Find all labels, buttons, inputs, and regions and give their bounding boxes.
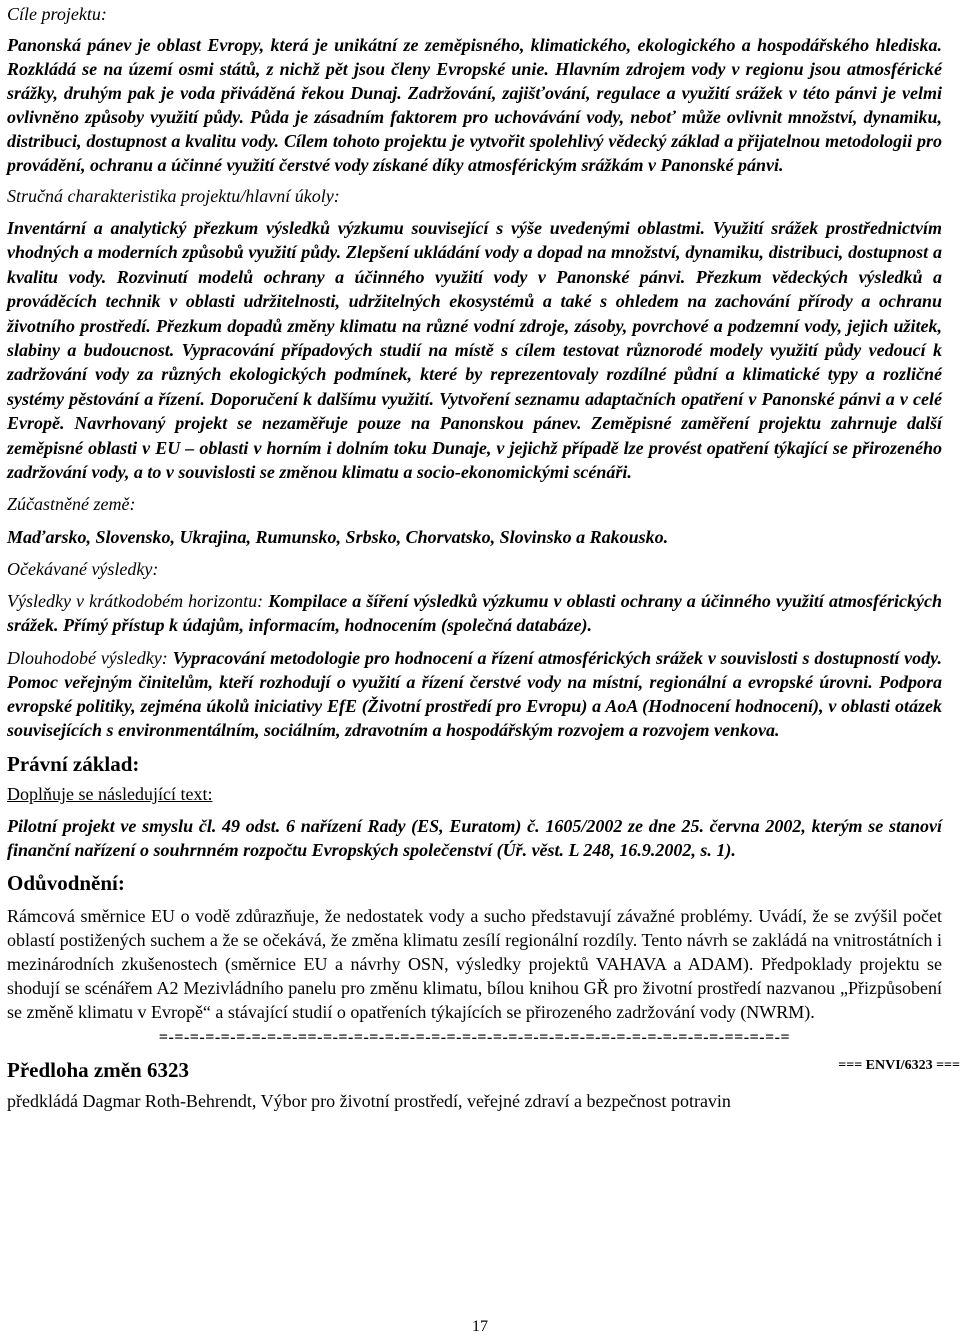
kratkodobe-label: Výsledky v krátkodobém horizontu:: [7, 591, 264, 612]
amendment-title: Předloha změn 6323: [7, 1058, 189, 1083]
dlouhodobe-label: Dlouhodobé výsledky:: [7, 648, 168, 669]
pravni-heading: Právní základ:: [7, 752, 140, 777]
strucna-text: Inventární a analytický přezkum výsledků výzkumu související s výše uvedenými oblastmi. Využití srážek prostřednictvím vhodných a moderních způsobů využití půdy. Zlepšení ukládání vody a dopad na množství, dynamiku, distribuci, dostupnost a kvalitu vody. Rozvinutí modelů ochrany a účinného využití vody v Panonské pánvi. Přezkum vědeckých výsledků a prováděcích technik v oblasti udržitelnosti, udržitelných ekosystémů a také s ohledem na zachování přírody a ochranu životního prostředí. Přezkum dopadů změny klimatu na různé vodní zdroje, zásoby, povrchové a podzemní vody, jejich užitek, slabiny a budoucnost. Vypracování případových studií na místě s cílem testovat různorodé modely využití půdy vedoucí k zadržování vody za různých ekologických podmínek, které by reprezentovaly rozdílné půdní a klimatické typy a rozličné systémy pěstování a řízení. Doporučení k dalšímu využití. Vytvoření seznamu adaptačních opatření v Panonské pánvi a v celé Evropě. Navrhovaný projekt se nezaměřuje pouze na Panonskou pánev. Zeměpisné zaměření projektu zahrnuje další zeměpisné oblasti v EU – oblasti v horním i dolním toku Dunaje, v jejichž případě lze provést opatření týkající se přirozeného zadržování vody, a to v souvislosti se změnou klimatu a socio-ekonomickými scénáři.: [7, 218, 942, 483]
doplnuje-text: Doplňuje se následující text:: [7, 784, 213, 805]
separator-line: =-=-=-=-=-=-=-=-=-==-=-=-=-=-=-=-=-=-=-=-=-=-=-=-=-=-=-=-=-=-=-=-=-=-=-=-==-=-=-=: [158, 1029, 791, 1047]
oduvodneni-heading: Odůvodnění:: [7, 871, 125, 896]
dlouhodobe-paragraph: [7, 646, 942, 742]
dlouhodobe-text: Vypracování metodologie pro hodnocení a řízení atmosférických srážek v souvislosti s dostupností vody. Pomoc veřejným činitelům, kteří rozhodují o využití a řízení čerstvé vody na místní, regionální a evropské úrovni. Podpora evropské politiky, zejména úkolů iniciativy EfE (Životní prostředí pro Evropu) a AoA (Hodnocení hodnocení), v oblasti otázek souvisejících s environmentálním, sociálním, zdravotním a hospodářským rozvojem a rozvojem venkova.: [7, 648, 942, 741]
pravni-text: Pilotní projekt ve smyslu čl. 49 odst. 6 nařízení Rady (ES, Euratom) č. 1605/2002 ze dne 25. června 2002, kterým se stanoví finanční nařízení o souhrnném rozpočtu Evropských společenství (Úř. věst. L 248, 16.9.2002, s. 1).: [7, 816, 942, 861]
amendment-footer: [7, 1054, 960, 1083]
cile-heading: Cíle projektu:: [7, 4, 107, 24]
zucastnene-text: Maďarsko, Slovensko, Ukrajina, Rumunsko, Srbsko, Chorvatsko, Slovinsko a Rakousko.: [7, 527, 669, 548]
kratkodobe-text: Kompilace a šíření výsledků výzkumu v oblasti ochrany a účinného využití atmosférických srážek. Přímý přístup k údajům, informacím, hodnocením (společná databáze).: [7, 591, 942, 636]
zucastnene-heading: Zúčastněné země:: [7, 494, 136, 515]
oduvodneni-text: Rámcová směrnice EU o vodě zdůrazňuje, že nedostatek vody a sucho představují závažné problémy. Uvádí, že se zvýšil počet oblastí postižených suchem a že se očekává, že změna klimatu zesílí regionální rozdíly. Tento návrh se zakládá na vnitrostátních i mezinárodních zkušenostech (směrnice EU a návrhy OSN, výsledky projektů VAHAVA a ADAM). Předpoklady projektu se shodují se scénářem A2 Mezivládního panelu pro změnu klimatu, bílou knihou GŘ pro životní prostředí nazvanou „Přizpůsobení se změně klimatu v Evropě“ a stávající studií o opatřeních týkajících se přirozeného zadržování vody (NWRM).: [7, 906, 942, 1023]
ocekavane-heading: Očekávané výsledky:: [7, 559, 159, 580]
kratkodobe-paragraph: [7, 589, 942, 637]
page-number: 17: [472, 1318, 488, 1335]
cile-text: Panonská pánev je oblast Evropy, která je unikátní ze zeměpisného, klimatického, ekologického a hospodářského hlediska. Rozkládá se na území osmi států, z nichž pět jsou členy Evropské unie. Hlavním zdrojem vody v regionu jsou atmosférické srážky, druhým pak je voda přiváděná řekou Dunaj. Zadržování, zajišťování, regulace a využití srážek v této pánvi je velmi ovlivněno způsoby využití půdy. Půda je zásadním faktorem pro uchovávání vody, neboť může ovlivnit množství, dynamiku, distribuci, dostupnost a kvalitu vody. Cílem tohoto projektu je vytvořit spolehlivý vědecký základ a přijatelnou metodologii pro provádění, ochranu a účinné využití čerstvé vody získané díky atmosférickým srážkám v Panonské pánvi.: [7, 35, 942, 175]
document-page: [7, 0, 960, 1113]
amendment-reference: === ENVI/6323 ===: [838, 1058, 960, 1074]
submitter-text: předkládá Dagmar Roth-Behrendt, Výbor pro životní prostředí, veřejné zdraví a bezpečnost potravin: [7, 1091, 731, 1112]
strucna-heading: Stručná charakteristika projektu/hlavní úkoly:: [7, 186, 340, 206]
